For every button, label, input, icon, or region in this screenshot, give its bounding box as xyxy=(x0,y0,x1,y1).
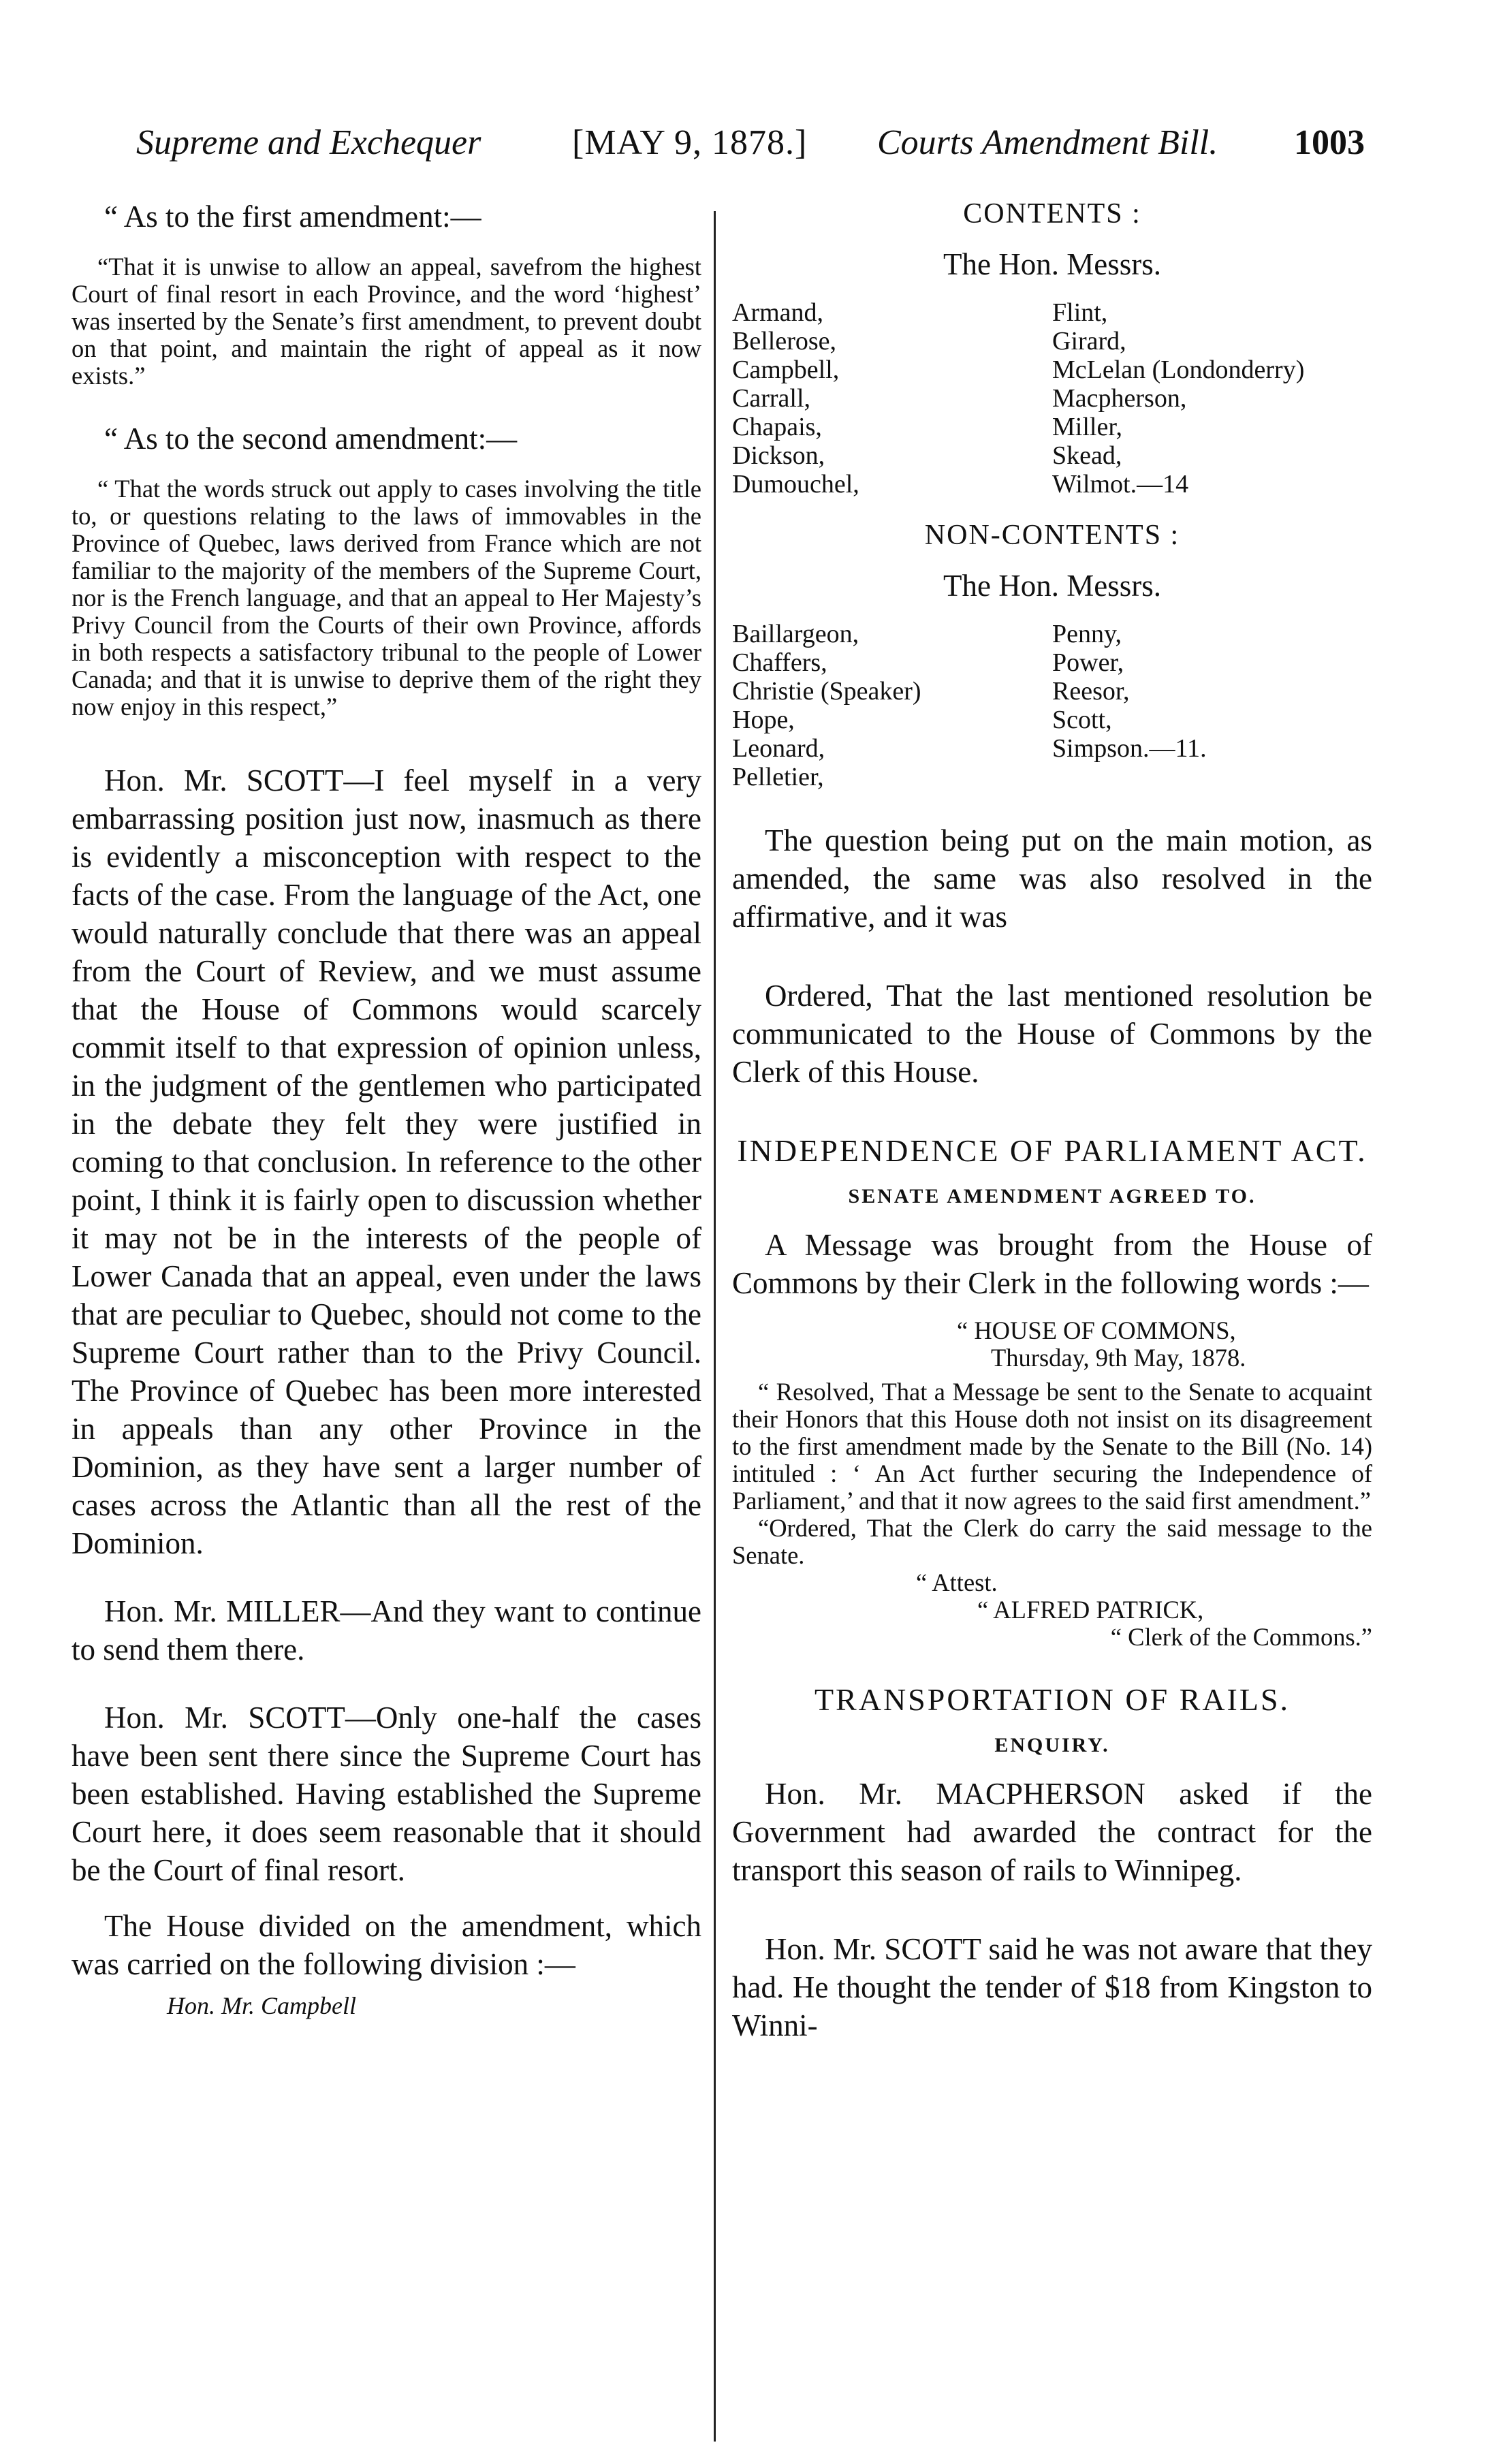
miller-speech: Hon. Mr. MILLER—And they want to continue to send them there. xyxy=(72,1594,701,1667)
second-amendment-intro: “ As to the second amendment:— xyxy=(104,422,518,456)
clerk-name: “ ALFRED PATRICK, xyxy=(977,1596,1204,1624)
list-item: Flint, xyxy=(1052,298,1108,327)
list-item: Christie (Speaker) xyxy=(732,677,921,706)
right-column xyxy=(732,198,1372,2044)
division-paragraph: The House divided on the amendment, which was carried on the following division :— xyxy=(72,1909,701,1981)
list-item: Chaffers, xyxy=(732,648,827,677)
list-item: Reesor, xyxy=(1052,677,1130,706)
column-divider xyxy=(714,211,716,2442)
contents-list-col1 xyxy=(732,298,1052,499)
section-heading-independence: INDEPENDENCE OF PARLIAMENT ACT. xyxy=(737,1133,1368,1168)
question-paragraph: The question being put on the main motion, as amended, the same was also resolved in the affirmative, and it was xyxy=(732,823,1372,934)
list-item: Penny, xyxy=(1052,620,1122,648)
list-item: Wilmot.—14 xyxy=(1052,470,1189,499)
scott-speech-1: Hon. Mr. SCOTT—I feel myself in a very embarrassing position just now, inasmuch as there is evidently a misconception with respect to the facts of the case. From the language of the Act, one would naturally conclude that there was an appeal from the Court of Review, and we must assume that the House of Commons would scarcely commit itself to that expression of opinion unless, in the judgment of the gentlemen who participated in the debate they felt they were justified in coming to that conclusion. In reference to the other point, I think it is fairly open to discussion whether it may not be in the interests of the people of Lower Canada that an appeal, even under the laws that are peculiar to Quebec, should not come to the Supreme Court rather than to the Privy Council. The Province of Quebec has been more interested in appeals than any other Province in the Dominion, as they have sent a larger number of cases across the Atlantic than all the rest of the Dominion. xyxy=(72,763,701,1560)
running-header-date: [MAY 9, 1878.] xyxy=(572,123,808,162)
list-item: Macpherson, xyxy=(1052,384,1187,413)
non-contents-list-col2 xyxy=(1052,620,1372,791)
attest-line: “ Attest. xyxy=(916,1568,998,1596)
list-item: Chapais, xyxy=(732,413,822,441)
list-item: Power, xyxy=(1052,648,1124,677)
contents-subheading: The Hon. Messrs. xyxy=(943,247,1161,281)
list-item: Skead, xyxy=(1052,441,1122,470)
scott-speech-2: Hon. Mr. SCOTT—Only one-half the cases have been sent there since the Supreme Court has been established. Having established the Supreme Court here, it does seem reasonable that it should be the Court of final resort. xyxy=(72,1701,701,1887)
first-amendment-intro: “ As to the first amendment:— xyxy=(104,200,481,234)
signature-line: Hon. Mr. Campbell xyxy=(167,1992,356,2019)
list-item: McLelan (Londonderry) xyxy=(1052,356,1305,384)
second-amendment-quote: “ That the words struck out apply to cases involving the title to, or questions relating to the laws of immovables in the Province of Quebec, laws derived from France which are not familiar to the majority of the members of the Supreme Court, nor is the French language, and that an appeal to Her Majesty’s Privy Council from the Courts of their own Province, affords in both respects a satisfactory tribunal to the people of Lower Canada; and that it is unwise to deprive them of the right they now enjoy in this respect,” xyxy=(72,475,701,721)
list-item: Hope, xyxy=(732,706,795,734)
contents-list xyxy=(732,298,1372,499)
left-column xyxy=(72,198,701,2020)
ordered-paragraph: Ordered, That the last mentioned resolution be communicated to the House of Commons by the Clerk of this House. xyxy=(732,979,1372,1089)
non-contents-subheading: The Hon. Messrs. xyxy=(943,569,1161,603)
list-item: Leonard, xyxy=(732,734,825,763)
list-item: Dickson, xyxy=(732,441,825,470)
running-header-left: Supreme and Exchequer xyxy=(136,123,481,162)
macpherson-question: Hon. Mr. MACPHERSON asked if the Government had awarded the contract for the transport this season of rails to Winnipeg. xyxy=(732,1777,1372,1887)
resolved-quote: “ Resolved, That a Message be sent to the Senate to acquaint their Honors that this House doth not insist on its disagreement to the first amendment made by the Senate to the Bill (No. 14) intituled : ‘ An Act further securing the Independence of Parliament,’ and that it now agrees to the said first amendment.” xyxy=(732,1378,1372,1515)
non-contents-list xyxy=(732,620,1372,791)
message-date: Thursday, 9th May, 1878. xyxy=(991,1344,1246,1372)
house-of-commons-line: “ HOUSE OF COMMONS, xyxy=(957,1316,1236,1344)
section-subheading-senate-amendment: SENATE AMENDMENT AGREED TO. xyxy=(848,1185,1256,1207)
non-contents-heading: NON-CONTENTS : xyxy=(924,520,1180,551)
list-item: Baillargeon, xyxy=(732,620,859,648)
list-item: Bellerose, xyxy=(732,327,837,356)
message-paragraph: A Message was brought from the House of Commons by their Clerk in the following words :— xyxy=(732,1228,1372,1300)
scott-answer: Hon. Mr. SCOTT said he was not aware that they had. He thought the tender of $18 from Kingston to Winni- xyxy=(732,1932,1372,2042)
list-item: Pelletier, xyxy=(732,763,824,791)
list-item: Dumouchel, xyxy=(732,470,859,499)
list-item: Simpson.—11. xyxy=(1052,734,1207,763)
running-header-right: Courts Amendment Bill. xyxy=(877,123,1218,162)
page-number: 1003 xyxy=(1294,123,1365,162)
section-subheading-enquiry: ENQUIRY. xyxy=(994,1734,1110,1756)
contents-heading: CONTENTS : xyxy=(963,198,1141,230)
section-heading-transportation: TRANSPORTATION OF RAILS. xyxy=(814,1682,1291,1717)
first-amendment-quote: “That it is unwise to allow an appeal, savefrom the highest Court of final resort in each Province, and the word ‘highest’ was inserted by the Senate’s first amendment, to prevent doubt on that point, and maintain the right of appeal as it now exists.” xyxy=(72,253,701,390)
list-item: Armand, xyxy=(732,298,824,327)
list-item: Miller, xyxy=(1052,413,1122,441)
contents-list-col2 xyxy=(1052,298,1372,499)
list-item: Carrall, xyxy=(732,384,811,413)
list-item: Girard, xyxy=(1052,327,1126,356)
list-item: Campbell, xyxy=(732,356,840,384)
list-item: Scott, xyxy=(1052,706,1112,734)
non-contents-list-col1 xyxy=(732,620,1052,791)
ordered-quote: “Ordered, That the Clerk do carry the said message to the Senate. xyxy=(732,1514,1372,1569)
clerk-title: “ Clerk of the Commons.” xyxy=(1110,1623,1372,1651)
